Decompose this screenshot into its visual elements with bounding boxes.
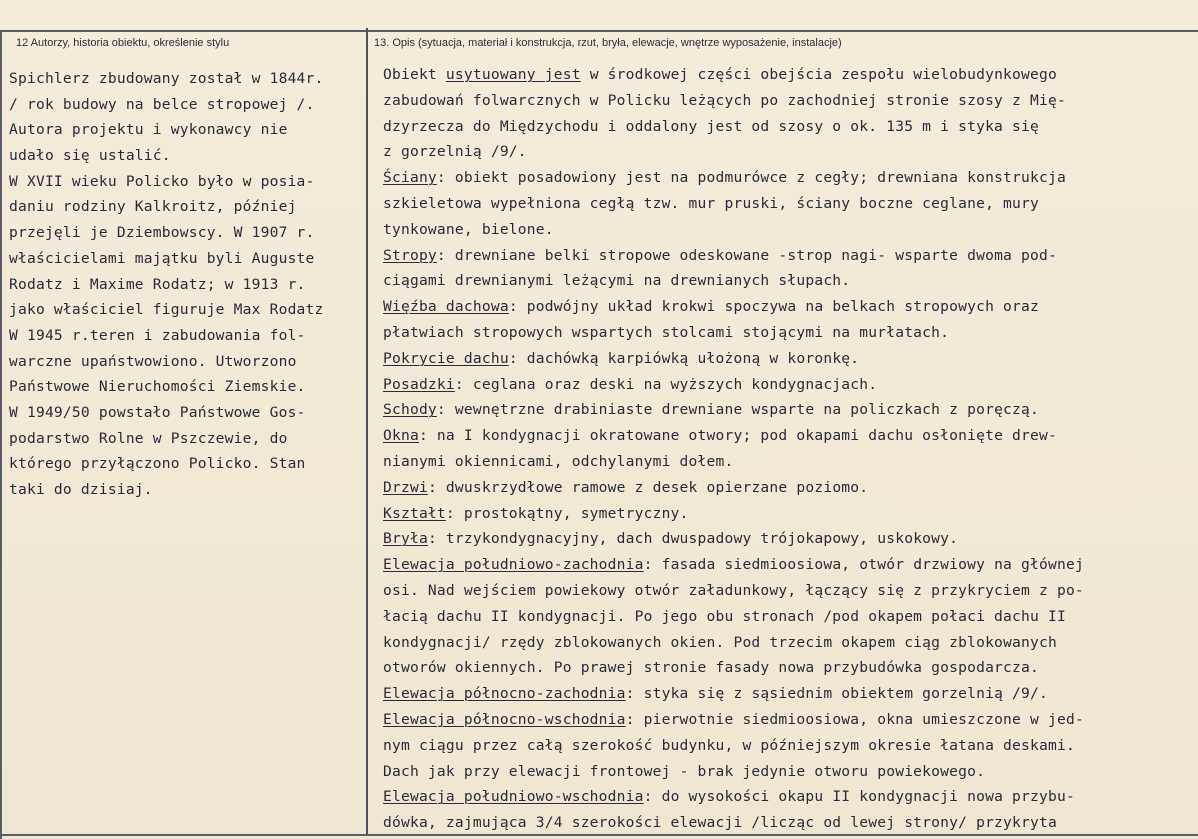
line-text-pre: łacią dachu II kondygnacji. Po jego obu stronach /pod okapem połaci dachu II: [383, 607, 1066, 625]
line-text-pre: nym ciągu przez całą szerokość budynku, w późniejszym okresie łatana deskami.: [383, 736, 1075, 754]
line-text-pre: osi. Nad wejściem powiekowy otwór załadunkowy, łączący się z przykryciem z po-: [383, 581, 1084, 599]
line-text-pre: otworów okiennych. Po prawej stronie fasady nowa przybudówka gospodarcza.: [383, 659, 1039, 677]
underlined-heading: Elewacja północno-zachodnia: [383, 685, 626, 703]
line-text-pre: płatwiach stropowych wspartych stolcami stojącymi na murłatach.: [383, 323, 950, 341]
description-text-line: [383, 243, 1195, 269]
underlined-heading: Więźba dachowa: [383, 298, 509, 316]
description-text-line: [383, 320, 1195, 346]
history-text-column: [9, 66, 364, 503]
description-text-line: [383, 191, 1195, 217]
description-text-line: [383, 139, 1195, 165]
description-text-line: [383, 578, 1195, 604]
description-text-line: [383, 681, 1195, 707]
description-text-line: [383, 372, 1195, 398]
history-text-line: / rok budowy na belce stropowej /.: [9, 95, 315, 113]
description-text-line: [383, 707, 1195, 733]
line-text-post: : podwójny układ krokwi spoczywa na belkach stropowych oraz: [508, 298, 1039, 316]
description-text-line: [383, 346, 1195, 372]
line-text-post: : trzykondygnacyjny, dach dwuspadowy trójokapowy, uskokowy.: [427, 530, 959, 548]
description-text-column: [383, 62, 1195, 836]
line-text-pre: dzyrzecza do Międzychodu i oddalony jest od szosy o ok. 135 m i styka się: [383, 117, 1039, 135]
history-text-line: Autora projektu i wykonawcy nie: [9, 121, 288, 139]
description-text-line: [383, 88, 1195, 114]
line-text-post: : dachówką karpiówką ułożoną w koronkę.: [508, 349, 860, 367]
underlined-heading: Elewacja północno-wschodnia: [383, 710, 626, 728]
history-text-line: udało się ustalić.: [9, 147, 171, 165]
underlined-heading: Pokrycie dachu: [383, 349, 509, 367]
history-text-line: taki do dzisiaj.: [9, 481, 153, 498]
line-text-post: : dwuskrzydłowe ramowe z desek opierzane poziomo.: [427, 478, 869, 496]
history-text-line: Rodatz i Maxime Rodatz; w 1913 r.: [9, 275, 306, 293]
history-text-line: właścicielami majątku byli Auguste: [9, 249, 315, 267]
underlined-heading: Elewacja południowo-zachodnia: [383, 556, 644, 574]
description-text-line: [383, 475, 1195, 501]
underlined-heading: Posadzki: [383, 375, 455, 393]
description-text-line: [383, 630, 1195, 656]
history-text-line: Spichlerz zbudowany został w 1844r.: [9, 70, 324, 87]
line-text-pre: szkieletowa wypełniona cegłą tzw. mur pruski, ściany boczne ceglane, mury: [383, 194, 1039, 212]
description-text-line: [383, 397, 1195, 423]
description-text-line: [383, 294, 1195, 320]
underlined-heading: Kształt: [383, 504, 446, 522]
line-text-post: : ceglana oraz deski na wyższych kondygnacjach.: [454, 375, 878, 393]
line-text-pre: dówka, zajmująca 3/4 szerokości elewacji /licząc od lewej strony/ przykryta: [383, 814, 1057, 832]
history-text-line: Państwowe Nieruchomości Ziemskie.: [9, 378, 306, 396]
line-text-pre: zabudowań folwarcznych w Policku leżących po zachodniej stronie szosy z Mię-: [383, 91, 1066, 109]
description-text-line: [383, 449, 1195, 475]
line-text-post: : drewniane belki stropowe odeskowane -strop nagi- wsparte dwoma pod-: [436, 246, 1057, 264]
line-text-pre: z gorzelnią /9/.: [383, 143, 527, 161]
line-text-post: : fasada siedmioosiowa, otwór drzwiowy na głównej: [643, 556, 1084, 574]
description-text-line: [383, 526, 1195, 552]
line-text-pre: Dach jak przy elewacji frontowej - brak jedynie otworu powiekowego.: [383, 762, 986, 780]
underlined-heading: usytuowany jest: [445, 66, 581, 83]
history-text-line: W 1949/50 powstało Państwowe Gos-: [9, 403, 306, 421]
line-text-post: : styka się z sąsiednim obiektem gorzelnią /9/.: [625, 685, 1048, 703]
history-text-line: podarstwo Rolne w Pszczewie, do: [9, 429, 288, 447]
history-text-line: warczne upaństwowiono. Utworzono: [9, 352, 297, 370]
description-text-line: [383, 423, 1195, 449]
underlined-heading: Okna: [383, 427, 419, 445]
description-text-line: [383, 114, 1195, 140]
history-text-line: jako właściciel figuruje Max Rodatz: [9, 301, 324, 319]
history-text-line: przejęli je Dziembowscy. W 1907 r.: [9, 224, 315, 242]
description-text-line: [383, 604, 1195, 630]
description-text-line: [383, 810, 1195, 836]
line-text-post: : pierwotnie siedmioosiowa, okna umieszczone w jed-: [625, 710, 1084, 728]
line-text-post: : na I kondygnacji okratowane otwory; pod okapami dachu osłonięte drew-: [418, 427, 1057, 445]
underlined-heading: Bryła: [383, 530, 428, 548]
underlined-heading: Drzwi: [383, 478, 428, 496]
line-text-post: w środkowej części obejścia zespołu wielobudynkowego: [580, 66, 1057, 83]
right-column-header: 13. Opis (sytuacja, materiał i konstrukcja, rzut, bryła, elewacje, wnętrze wyposażenie, instalacje): [374, 37, 842, 49]
description-text-line: [383, 733, 1195, 759]
description-text-line: [383, 759, 1195, 785]
line-text-pre: Obiekt: [383, 66, 446, 83]
left-border: [0, 30, 2, 839]
description-text-line: [383, 217, 1195, 243]
line-text-post: : obiekt posadowiony jest na podmurówce z cegły; drewniana konstrukcja: [436, 169, 1066, 187]
underlined-heading: Ściany: [383, 169, 437, 187]
line-text-pre: kondygnacji/ rzędy zblokowanych okien. Pod trzecim okapem ciąg zblokowanych: [383, 633, 1057, 651]
line-text-post: : prostokątny, symetryczny.: [445, 504, 689, 522]
description-text-line: [383, 501, 1195, 527]
line-text-pre: nianymi okiennicami, odchylanymi dołem.: [383, 452, 734, 470]
line-text-post: : do wysokości okapu II kondygnacji nowa przybu-: [643, 788, 1075, 806]
column-divider: [366, 28, 368, 834]
line-text-pre: ciągami drewnianymi leżącymi na drewnianych słupach.: [383, 272, 851, 290]
underlined-heading: Stropy: [383, 246, 437, 264]
description-text-line: [383, 165, 1195, 191]
history-text-line: daniu rodziny Kalkroitz, później: [9, 198, 297, 216]
history-text-line: W 1945 r.teren i zabudowania fol-: [9, 326, 306, 344]
description-text-line: [383, 784, 1195, 810]
history-text-line: którego przyłączono Policko. Stan: [9, 455, 306, 473]
left-column-header: 12 Autorzy, historia obiektu, określenie stylu: [16, 37, 230, 49]
description-text-line: [383, 268, 1195, 294]
underlined-heading: Schody: [383, 401, 437, 419]
top-rule: [0, 30, 1198, 32]
description-text-line: [383, 552, 1195, 578]
description-text-line: [383, 655, 1195, 681]
line-text-pre: tynkowane, bielone.: [383, 220, 554, 238]
history-text-line: W XVII wieku Policko było w posia-: [9, 172, 315, 190]
line-text-post: : wewnętrzne drabiniaste drewniane wsparte na policzkach z poręczą.: [436, 401, 1039, 419]
underlined-heading: Elewacja południowo-wschodnia: [383, 788, 644, 806]
description-text-line: [383, 62, 1195, 88]
